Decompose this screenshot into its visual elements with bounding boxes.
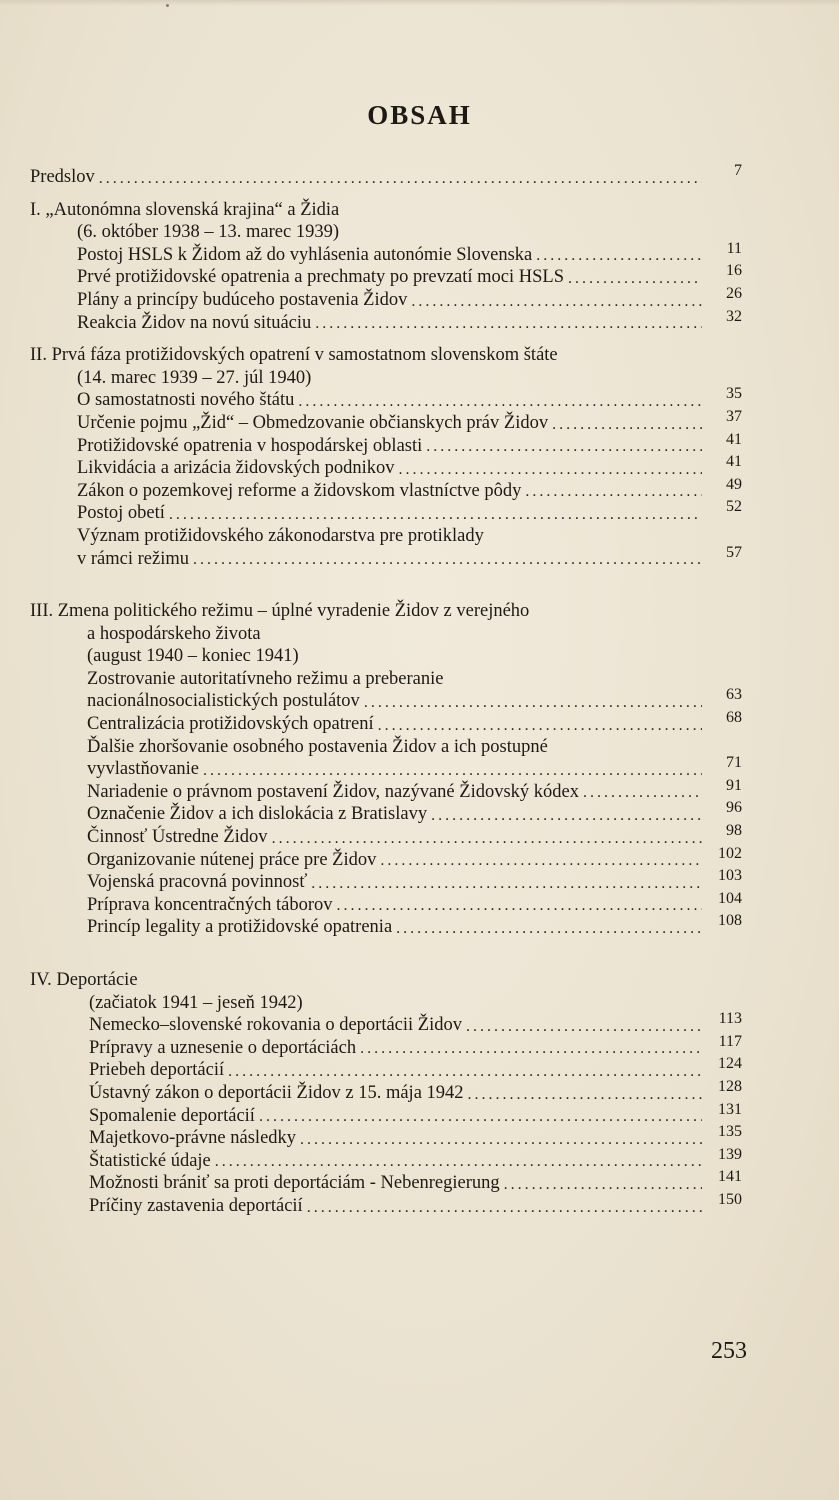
dot-leader bbox=[215, 1152, 702, 1172]
toc-page-number: 32 bbox=[726, 307, 742, 325]
dot-leader bbox=[193, 550, 702, 570]
toc-page-number: 52 bbox=[726, 498, 742, 516]
toc-page-number: 71 bbox=[726, 754, 742, 772]
dot-leader bbox=[311, 874, 702, 894]
toc-page-number: 150 bbox=[718, 1190, 742, 1208]
toc-entry[interactable] bbox=[30, 867, 742, 894]
toc-entry-title: Reakcia Židov na novú situáciu bbox=[77, 312, 312, 333]
toc-entry[interactable] bbox=[30, 844, 742, 872]
toc-page-number: 102 bbox=[718, 844, 742, 862]
toc-entry-title: II. Prvá fáza protižidovských opatrení v samostatnom slovenskom štáte bbox=[30, 345, 558, 366]
toc-entry-title: Likvidácia a arizácia židovských podnikov bbox=[77, 458, 395, 479]
dot-leader bbox=[380, 851, 702, 871]
toc-entry-title: (6. október 1938 – 13. marec 1939) bbox=[77, 222, 340, 243]
toc-entry[interactable] bbox=[30, 709, 742, 736]
toc-entry bbox=[30, 367, 742, 390]
toc-entry[interactable] bbox=[30, 262, 742, 289]
toc-page-number: 26 bbox=[726, 284, 742, 302]
toc-page-number: 98 bbox=[726, 822, 742, 840]
toc-entry-title: IV. Deportácie bbox=[30, 970, 138, 990]
toc-page-number: 11 bbox=[726, 239, 742, 257]
toc-entry[interactable] bbox=[30, 239, 742, 267]
toc-entry[interactable] bbox=[30, 407, 742, 435]
toc-entry bbox=[30, 992, 742, 1015]
toc-page-number: 131 bbox=[718, 1100, 742, 1118]
dot-leader bbox=[525, 482, 702, 502]
dot-leader bbox=[307, 1198, 702, 1218]
toc-page-number: 108 bbox=[718, 912, 742, 930]
toc-page-number: 91 bbox=[726, 776, 742, 794]
toc-section bbox=[30, 162, 742, 189]
toc-page-number: 124 bbox=[718, 1055, 742, 1073]
toc-chapter-heading bbox=[30, 344, 742, 367]
toc-entry-title: Plány a princípy budúceho postavenia Židov bbox=[77, 289, 408, 310]
toc-entry[interactable] bbox=[30, 686, 742, 713]
toc-entry-title: Spomalenie deportácií bbox=[89, 1105, 255, 1126]
toc-entry-title: Označenie Židov a ich dislokácia z Bratislavy bbox=[87, 804, 428, 825]
dot-leader bbox=[552, 415, 702, 435]
toc-entry-title: Činnosť Ústredne Židov bbox=[87, 827, 268, 848]
toc-entry-title: Postoj obetí bbox=[77, 503, 165, 524]
toc-entry-title: (august 1940 – koniec 1941) bbox=[87, 646, 299, 667]
toc-page-number: 103 bbox=[718, 867, 742, 885]
toc-entry-title: Ústavný zákon o deportácii Židov z 15. mája 1942 bbox=[89, 1082, 464, 1103]
toc-entry-title: v rámci režimu bbox=[77, 548, 189, 569]
toc-entry[interactable] bbox=[30, 498, 742, 525]
dot-leader bbox=[364, 693, 702, 713]
section-gap bbox=[30, 570, 742, 600]
toc-entry-title: (začiatok 1941 – jeseň 1942) bbox=[89, 992, 303, 1013]
toc-page-number: 128 bbox=[718, 1077, 742, 1095]
toc-entry-title: III. Zmena politického režimu – úplné vyradenie Židov z verejného bbox=[30, 601, 530, 622]
toc-entry-title: (14. marec 1939 – 27. júl 1940) bbox=[77, 367, 312, 388]
dot-leader bbox=[426, 437, 702, 457]
toc-entry[interactable] bbox=[30, 1010, 742, 1037]
toc-entry bbox=[30, 668, 742, 691]
toc-page-number: 141 bbox=[718, 1168, 742, 1186]
section-gap bbox=[30, 189, 742, 199]
toc-entry[interactable] bbox=[30, 1055, 742, 1082]
toc-entry[interactable] bbox=[30, 284, 742, 312]
toc-entry-title: Štatistické údaje bbox=[89, 1150, 211, 1171]
toc-entry bbox=[30, 221, 742, 244]
toc-entry-title: Organizovanie nútenej práce pre Židov bbox=[87, 849, 377, 870]
dot-leader bbox=[468, 1085, 702, 1105]
toc-entry[interactable] bbox=[30, 385, 742, 412]
toc-entry[interactable] bbox=[30, 889, 742, 917]
table-of-contents bbox=[30, 162, 742, 1218]
page-number: 253 bbox=[711, 1338, 747, 1364]
toc-page-number: 117 bbox=[718, 1032, 742, 1050]
toc-chapter-heading[interactable] bbox=[30, 162, 742, 189]
ink-speck bbox=[166, 4, 169, 7]
toc-entry[interactable] bbox=[30, 822, 742, 849]
toc-entry-title: Určenie pojmu „Žid“ – Obmedzovanie občianskych práv Židov bbox=[77, 412, 549, 433]
dot-leader bbox=[360, 1039, 702, 1059]
toc-entry[interactable] bbox=[30, 912, 742, 939]
toc-entry bbox=[30, 525, 742, 548]
toc-entry[interactable] bbox=[30, 430, 742, 458]
toc-chapter-heading bbox=[30, 969, 742, 992]
toc-entry-title: Priebeh deportácií bbox=[89, 1060, 225, 1081]
dot-leader bbox=[99, 169, 702, 189]
toc-page-number: 57 bbox=[726, 543, 742, 561]
dot-leader bbox=[272, 829, 702, 849]
toc-entry[interactable] bbox=[30, 1123, 742, 1150]
toc-entry-title: a hospodárskeho života bbox=[87, 623, 261, 644]
toc-entry bbox=[30, 623, 742, 646]
toc-entry-title: nacionálnosocialistických postulátov bbox=[87, 691, 360, 712]
toc-page-number: 96 bbox=[726, 799, 742, 817]
toc-entry[interactable] bbox=[30, 1190, 742, 1218]
section-gap bbox=[30, 334, 742, 344]
toc-entry-title: Predslov bbox=[30, 167, 95, 187]
toc-entry-title: I. „Autonómna slovenská krajina“ a Židia bbox=[30, 199, 340, 220]
toc-entry[interactable] bbox=[30, 1168, 742, 1195]
dot-leader bbox=[583, 783, 702, 803]
toc-entry-title: Príprava koncentračných táborov bbox=[87, 894, 333, 915]
toc-page-number: 68 bbox=[726, 709, 742, 727]
toc-entry-title: vyvlastňovanie bbox=[87, 759, 200, 780]
toc-entry-title: Nemecko–slovenské rokovania o deportácii Židov bbox=[89, 1015, 462, 1036]
toc-entry[interactable] bbox=[30, 776, 742, 804]
toc-entry-title: Protižidovské opatrenia v hospodárskej oblasti bbox=[77, 435, 423, 456]
toc-chapter-heading bbox=[30, 600, 742, 623]
page-top-edge bbox=[0, 0, 839, 6]
toc-page-number: 139 bbox=[718, 1145, 742, 1163]
page-title: OBSAH bbox=[367, 100, 472, 130]
toc-entry[interactable] bbox=[30, 475, 742, 503]
toc-entry-title: Ďalšie zhoršovanie osobného postavenia Židov a ich postupné bbox=[87, 736, 548, 757]
toc-entry-title: Princíp legality a protižidovské opatrenia bbox=[87, 917, 393, 938]
dot-leader bbox=[300, 1130, 702, 1150]
toc-page-number: 7 bbox=[734, 162, 742, 179]
toc-entry[interactable] bbox=[30, 754, 742, 781]
toc-entry-title: Centralizácia protižidovských opatrení bbox=[87, 714, 374, 735]
toc-entry bbox=[30, 736, 742, 759]
toc-entry[interactable] bbox=[30, 1145, 742, 1173]
dot-leader bbox=[411, 292, 702, 312]
toc-section bbox=[30, 969, 742, 1218]
toc-page-number: 49 bbox=[726, 475, 742, 493]
toc-entry-title: Zákon o pozemkovej reforme a židovskom vlastníctve pôdy bbox=[77, 480, 522, 501]
toc-entry-title: Nariadenie o právnom postavení Židov, nazývané Židovský kódex bbox=[87, 781, 579, 802]
toc-entry-title: Prípravy a uznesenie o deportáciách bbox=[89, 1037, 357, 1058]
dot-leader bbox=[337, 896, 702, 916]
toc-chapter-heading bbox=[30, 199, 742, 222]
toc-entry[interactable] bbox=[30, 1077, 742, 1105]
toc-page-number: 135 bbox=[718, 1123, 742, 1141]
toc-page-number: 41 bbox=[726, 453, 742, 471]
toc-entry-title: Postoj HSLS k Židom až do vyhlásenia autonómie Slovenska bbox=[77, 244, 533, 265]
dot-leader bbox=[169, 505, 702, 525]
dot-leader bbox=[315, 314, 702, 334]
toc-entry bbox=[30, 645, 742, 668]
toc-entry-title: Prvé protižidovské opatrenia a prechmaty po prevzatí moci HSLS bbox=[77, 267, 565, 288]
toc-page-number: 16 bbox=[726, 262, 742, 280]
dot-leader bbox=[431, 806, 702, 826]
section-gap bbox=[30, 939, 742, 969]
toc-page-number: 104 bbox=[718, 889, 742, 907]
dot-leader bbox=[398, 460, 702, 480]
dot-leader bbox=[228, 1062, 702, 1082]
toc-entry[interactable] bbox=[30, 453, 742, 480]
toc-entry[interactable] bbox=[30, 307, 742, 335]
toc-entry-title: Príčiny zastavenia deportácií bbox=[89, 1195, 303, 1216]
toc-entry[interactable] bbox=[30, 543, 742, 571]
toc-entry-title: Význam protižidovského zákonodarstva pre protiklady bbox=[77, 525, 484, 546]
dot-leader bbox=[259, 1107, 702, 1127]
toc-page-number: 37 bbox=[726, 407, 742, 425]
toc-entry-title: Majetkovo-právne následky bbox=[89, 1128, 297, 1149]
toc-section bbox=[30, 600, 742, 939]
dot-leader bbox=[378, 716, 702, 736]
dot-leader bbox=[568, 269, 702, 289]
dot-leader bbox=[298, 392, 702, 412]
dot-leader bbox=[504, 1175, 702, 1195]
toc-page-number: 35 bbox=[726, 385, 742, 403]
dot-leader bbox=[536, 246, 702, 266]
toc-entry-title: O samostatnosti nového štátu bbox=[77, 390, 295, 411]
toc-page-number: 63 bbox=[726, 686, 742, 704]
dot-leader bbox=[466, 1017, 702, 1037]
dot-leader bbox=[203, 761, 702, 781]
toc-entry[interactable] bbox=[30, 799, 742, 826]
toc-section bbox=[30, 344, 742, 570]
toc-entry-title: Možnosti brániť sa proti deportáciám - Nebenregierung bbox=[89, 1173, 500, 1194]
toc-page-number: 41 bbox=[726, 430, 742, 448]
toc-entry-title: Vojenská pracovná povinnosť bbox=[87, 872, 308, 893]
toc-entry[interactable] bbox=[30, 1032, 742, 1060]
toc-page-number: 113 bbox=[718, 1010, 742, 1028]
dot-leader bbox=[396, 919, 702, 939]
toc-entry[interactable] bbox=[30, 1100, 742, 1128]
toc-entry-title: Zostrovanie autoritatívneho režimu a preberanie bbox=[87, 668, 444, 689]
toc-section bbox=[30, 199, 742, 335]
